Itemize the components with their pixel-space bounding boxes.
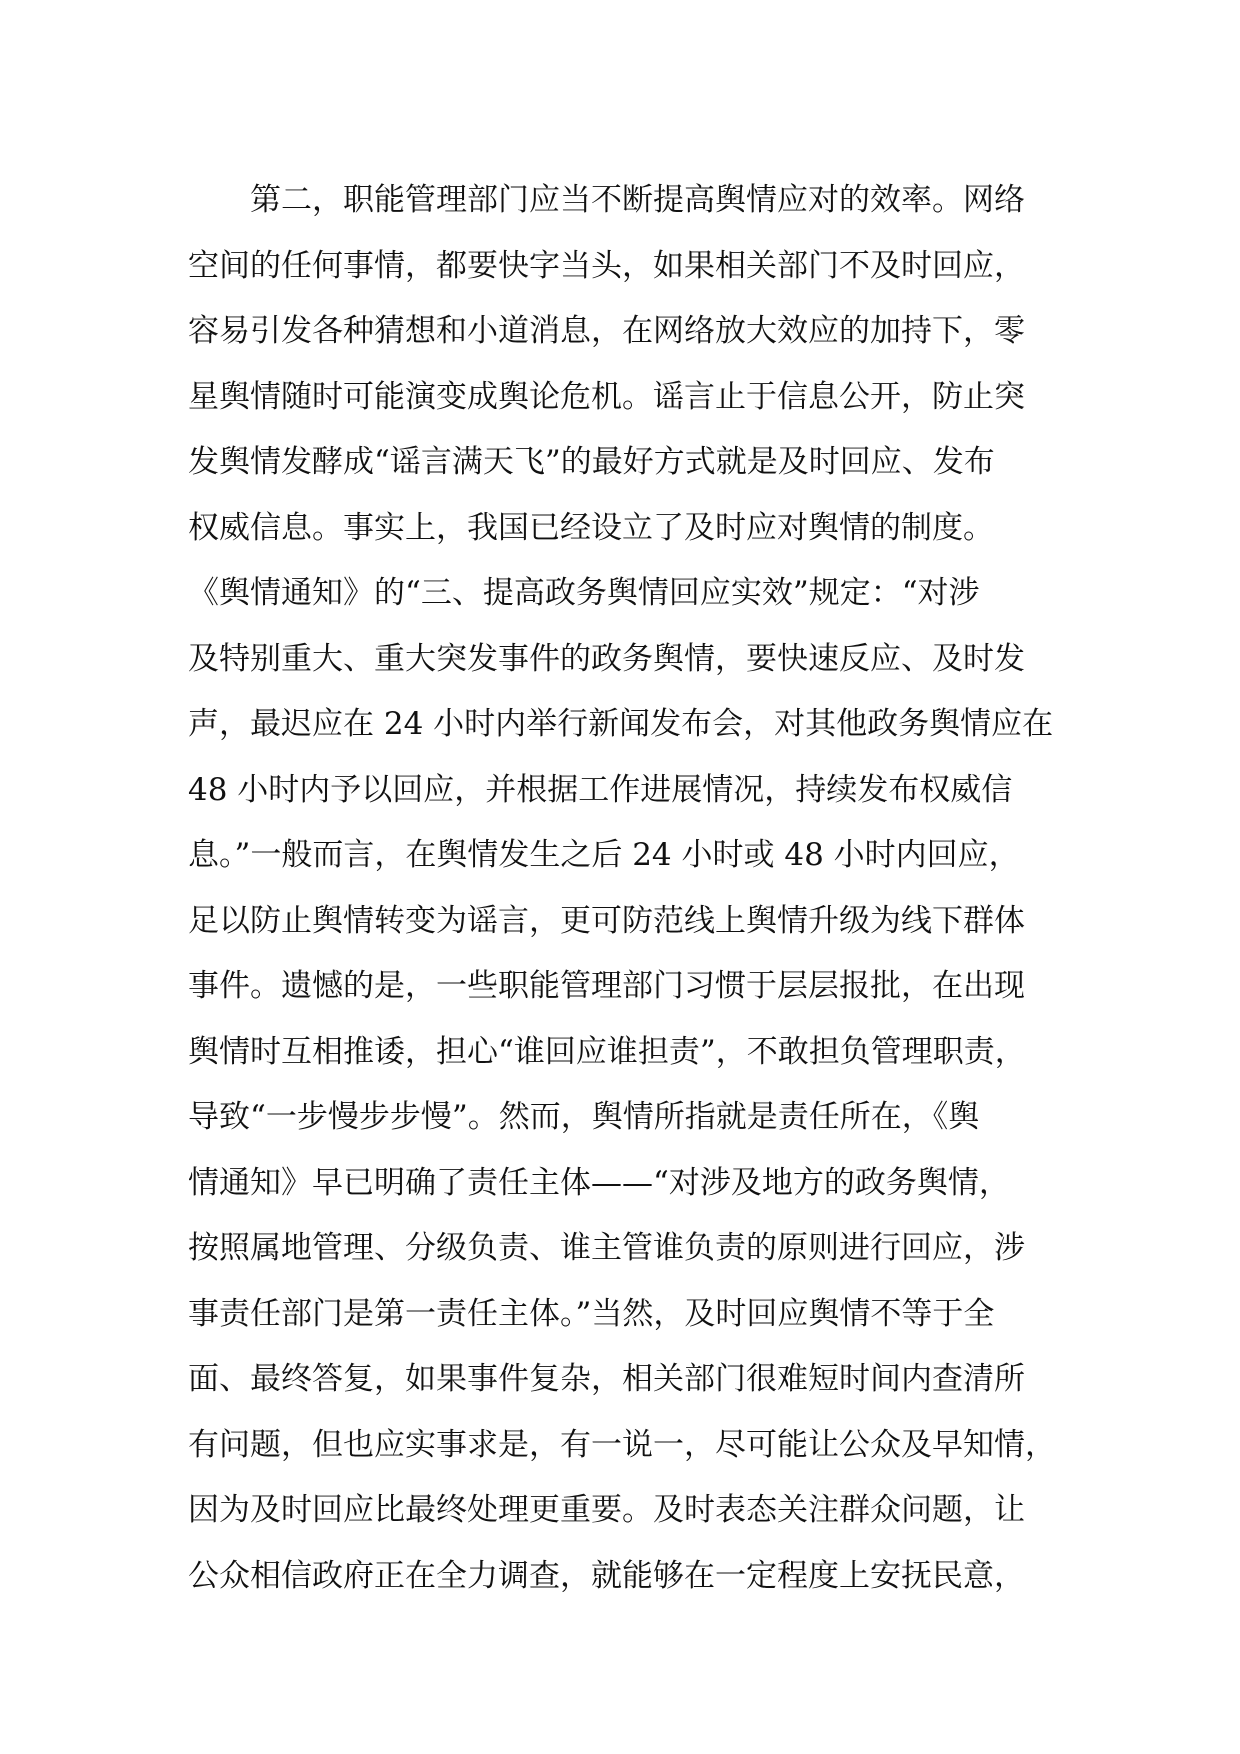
paragraph-line: 舆情时互相推诿，担心“谁回应谁担责”，不敢担负管理职责，	[188, 1033, 1026, 1070]
paragraph-line: 《舆情通知》的“三、提高政务舆情回应实效”规定：“对涉	[188, 575, 980, 611]
paragraph-line: 容易引发各种猜想和小道消息，在网络放大效应的加持下，零	[188, 313, 1025, 349]
paragraph-line: 星舆情随时可能演变成舆论危机。谣言止于信息公开，防止突	[188, 378, 1025, 415]
paragraph-line: 因为及时回应比最终处理更重要。及时表态关注群众问题，让	[188, 1492, 1025, 1528]
paragraph-line: 声，最迟应在 24 小时内举行新闻发布会，对其他政务舆情应在	[188, 706, 1054, 742]
paragraph-line: 事责任部门是第一责任主体。”当然，及时回应舆情不等于全	[188, 1295, 995, 1332]
paragraph-line: 及特别重大、重大突发事件的政务舆情，要快速反应、及时发	[188, 640, 1025, 677]
paragraph-line: 公众相信政府正在全力调查，就能够在一定程度上安抚民意，	[188, 1557, 1025, 1594]
body-paragraph	[188, 168, 1088, 1609]
paragraph-line: 发舆情发酵成“谣言满天飞”的最好方式就是及时回应、发布	[188, 444, 995, 480]
paragraph-line: 48 小时内予以回应，并根据工作进展情况，持续发布权威信	[188, 771, 1013, 808]
paragraph-line: 息。”一般而言，在舆情发生之后 24 小时或 48 小时内回应，	[188, 837, 1020, 873]
paragraph-line: 情通知》早已明确了责任主体——“对涉及地方的政务舆情，	[188, 1164, 1010, 1201]
paragraph-line: 有问题，但也应实事求是，有一说一，尽可能让公众及早知情，	[188, 1426, 1056, 1463]
paragraph-line: 导致“一步慢步步慢”。然而，舆情所指就是责任所在，《舆	[188, 1099, 980, 1135]
paragraph-line: 空间的任何事情，都要快字当头，如果相关部门不及时回应，	[188, 247, 1025, 284]
paragraph-line: 面、最终答复，如果事件复杂，相关部门很难短时间内查清所	[188, 1361, 1025, 1397]
paragraph-line: 第二，职能管理部门应当不断提高舆情应对的效率。网络	[250, 182, 1025, 218]
paragraph-line: 权威信息。事实上，我国已经设立了及时应对舆情的制度。	[188, 509, 994, 546]
paragraph-line: 按照属地管理、分级负责、谁主管谁负责的原则进行回应，涉	[188, 1230, 1025, 1266]
paragraph-line: 足以防止舆情转变为谣言，更可防范线上舆情升级为线下群体	[188, 902, 1025, 939]
paragraph-line: 事件。遗憾的是，一些职能管理部门习惯于层层报批，在出现	[188, 968, 1025, 1004]
